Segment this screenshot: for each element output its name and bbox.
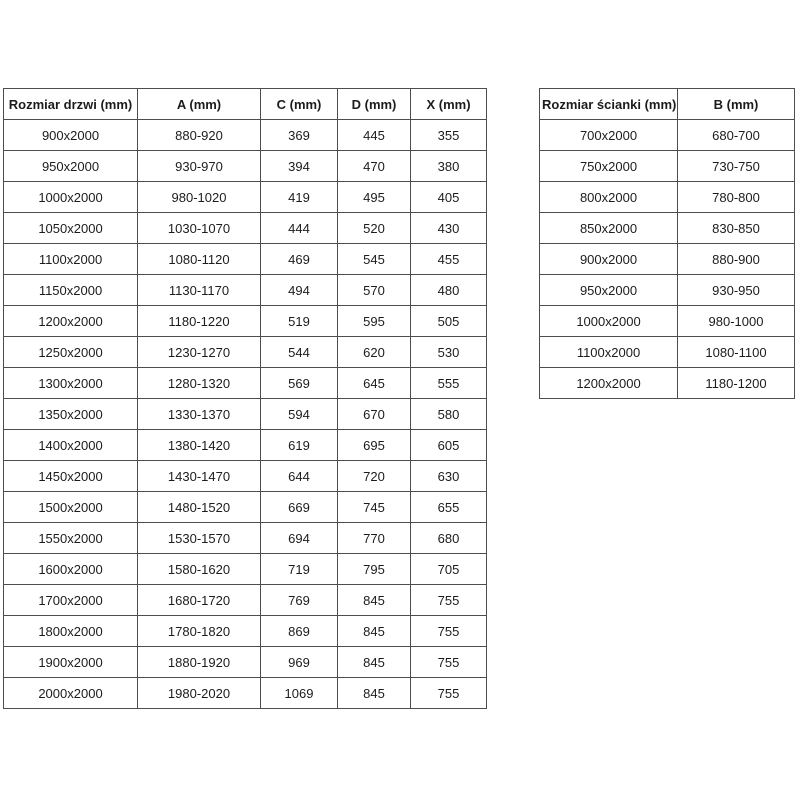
table-cell: 969	[261, 647, 338, 678]
table-cell: 845	[338, 585, 411, 616]
column-header: B (mm)	[678, 89, 795, 120]
table-cell: 880-920	[138, 120, 261, 151]
table-cell: 1030-1070	[138, 213, 261, 244]
door-sizes-table	[3, 88, 487, 709]
table-row	[540, 306, 795, 337]
table-cell: 780-800	[678, 182, 795, 213]
table-cell: 680	[411, 523, 487, 554]
table-row	[4, 368, 487, 399]
table-cell: 695	[338, 430, 411, 461]
table-cell: 1000x2000	[4, 182, 138, 213]
table-row	[540, 244, 795, 275]
column-header: Rozmiar ścianki (mm)	[540, 89, 678, 120]
table-cell: 980-1020	[138, 182, 261, 213]
column-header: C (mm)	[261, 89, 338, 120]
table-cell: 480	[411, 275, 487, 306]
table-cell: 670	[338, 399, 411, 430]
table-cell: 1100x2000	[4, 244, 138, 275]
table-cell: 1069	[261, 678, 338, 709]
table-cell: 730-750	[678, 151, 795, 182]
table-cell: 580	[411, 399, 487, 430]
table-cell: 1700x2000	[4, 585, 138, 616]
table-row	[4, 244, 487, 275]
table-cell: 1280-1320	[138, 368, 261, 399]
table-cell: 980-1000	[678, 306, 795, 337]
table-cell: 1180-1220	[138, 306, 261, 337]
table-cell: 380	[411, 151, 487, 182]
table-cell: 1380-1420	[138, 430, 261, 461]
table-row	[4, 523, 487, 554]
table-cell: 1080-1120	[138, 244, 261, 275]
table-cell: 505	[411, 306, 487, 337]
table-cell: 630	[411, 461, 487, 492]
table-cell: 830-850	[678, 213, 795, 244]
table-cell: 1900x2000	[4, 647, 138, 678]
table-cell: 595	[338, 306, 411, 337]
table-cell: 619	[261, 430, 338, 461]
column-header: A (mm)	[138, 89, 261, 120]
table-cell: 530	[411, 337, 487, 368]
table-cell: 455	[411, 244, 487, 275]
table-cell: 869	[261, 616, 338, 647]
column-header: D (mm)	[338, 89, 411, 120]
table-cell: 800x2000	[540, 182, 678, 213]
table-row	[4, 554, 487, 585]
column-header: X (mm)	[411, 89, 487, 120]
table-row	[4, 492, 487, 523]
table-cell: 1150x2000	[4, 275, 138, 306]
table-cell: 1500x2000	[4, 492, 138, 523]
table-cell: 795	[338, 554, 411, 585]
table-cell: 1200x2000	[4, 306, 138, 337]
table-cell: 394	[261, 151, 338, 182]
table-cell: 680-700	[678, 120, 795, 151]
table-cell: 1430-1470	[138, 461, 261, 492]
table-cell: 469	[261, 244, 338, 275]
table-cell: 645	[338, 368, 411, 399]
table-cell: 770	[338, 523, 411, 554]
table-cell: 769	[261, 585, 338, 616]
table-cell: 569	[261, 368, 338, 399]
table-cell: 845	[338, 678, 411, 709]
table-cell: 694	[261, 523, 338, 554]
table-row	[540, 182, 795, 213]
table-row	[4, 461, 487, 492]
table-row	[4, 306, 487, 337]
table-cell: 1800x2000	[4, 616, 138, 647]
table-cell: 845	[338, 647, 411, 678]
table-cell: 1330-1370	[138, 399, 261, 430]
table-cell: 755	[411, 647, 487, 678]
table-row	[4, 678, 487, 709]
table-row	[4, 120, 487, 151]
table-cell: 355	[411, 120, 487, 151]
table-cell: 930-970	[138, 151, 261, 182]
table-cell: 1480-1520	[138, 492, 261, 523]
table-cell: 495	[338, 182, 411, 213]
header-row	[4, 89, 487, 120]
table-cell: 1180-1200	[678, 368, 795, 399]
table-cell: 405	[411, 182, 487, 213]
table-cell: 520	[338, 213, 411, 244]
table-cell: 445	[338, 120, 411, 151]
table-cell: 1680-1720	[138, 585, 261, 616]
table-row	[540, 120, 795, 151]
table-cell: 545	[338, 244, 411, 275]
table-cell: 930-950	[678, 275, 795, 306]
table-cell: 605	[411, 430, 487, 461]
table-row	[540, 368, 795, 399]
table-cell: 700x2000	[540, 120, 678, 151]
table-cell: 1400x2000	[4, 430, 138, 461]
table-cell: 470	[338, 151, 411, 182]
table-row	[4, 275, 487, 306]
table-cell: 755	[411, 585, 487, 616]
table-cell: 755	[411, 616, 487, 647]
table-cell: 1000x2000	[540, 306, 678, 337]
table-cell: 900x2000	[540, 244, 678, 275]
table-cell: 705	[411, 554, 487, 585]
table-cell: 1450x2000	[4, 461, 138, 492]
table-cell: 1130-1170	[138, 275, 261, 306]
table-cell: 430	[411, 213, 487, 244]
table-row	[540, 151, 795, 182]
table-cell: 745	[338, 492, 411, 523]
table-cell: 755	[411, 678, 487, 709]
table-row	[4, 213, 487, 244]
table-row	[4, 585, 487, 616]
table-cell: 1980-2020	[138, 678, 261, 709]
table-cell: 1600x2000	[4, 554, 138, 585]
table-cell: 1530-1570	[138, 523, 261, 554]
table-cell: 570	[338, 275, 411, 306]
table-cell: 1780-1820	[138, 616, 261, 647]
table-cell: 594	[261, 399, 338, 430]
table-cell: 519	[261, 306, 338, 337]
column-header: Rozmiar drzwi (mm)	[4, 89, 138, 120]
table-cell: 1200x2000	[540, 368, 678, 399]
table-row	[4, 399, 487, 430]
table-cell: 1300x2000	[4, 368, 138, 399]
table-cell: 644	[261, 461, 338, 492]
table-cell: 880-900	[678, 244, 795, 275]
table-row	[4, 337, 487, 368]
table-cell: 1100x2000	[540, 337, 678, 368]
table-cell: 900x2000	[4, 120, 138, 151]
table-row	[4, 151, 487, 182]
table-cell: 555	[411, 368, 487, 399]
table-cell: 620	[338, 337, 411, 368]
table-cell: 544	[261, 337, 338, 368]
table-cell: 2000x2000	[4, 678, 138, 709]
table-cell: 444	[261, 213, 338, 244]
table-cell: 720	[338, 461, 411, 492]
table-cell: 950x2000	[540, 275, 678, 306]
table-cell: 655	[411, 492, 487, 523]
table-row	[4, 430, 487, 461]
table-cell: 1580-1620	[138, 554, 261, 585]
table-cell: 1050x2000	[4, 213, 138, 244]
table-row	[4, 616, 487, 647]
table-cell: 1880-1920	[138, 647, 261, 678]
table-cell: 494	[261, 275, 338, 306]
wall-sizes-table	[539, 88, 795, 399]
header-row	[540, 89, 795, 120]
table-cell: 719	[261, 554, 338, 585]
table-cell: 850x2000	[540, 213, 678, 244]
table-cell: 369	[261, 120, 338, 151]
table-row	[540, 275, 795, 306]
table-cell: 750x2000	[540, 151, 678, 182]
table-row	[4, 647, 487, 678]
table-cell: 1550x2000	[4, 523, 138, 554]
table-row	[540, 337, 795, 368]
table-cell: 1350x2000	[4, 399, 138, 430]
table-row	[540, 213, 795, 244]
table-cell: 845	[338, 616, 411, 647]
table-cell: 950x2000	[4, 151, 138, 182]
table-cell: 1080-1100	[678, 337, 795, 368]
table-cell: 419	[261, 182, 338, 213]
table-cell: 669	[261, 492, 338, 523]
table-row	[4, 182, 487, 213]
table-cell: 1250x2000	[4, 337, 138, 368]
table-cell: 1230-1270	[138, 337, 261, 368]
